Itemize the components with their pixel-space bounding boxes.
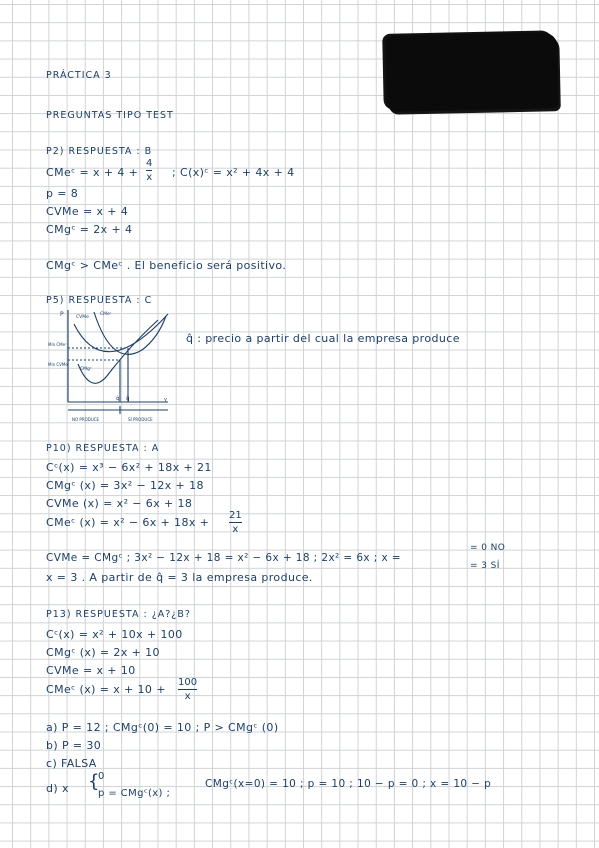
p10-fraction xyxy=(229,510,242,535)
graph-y-axis-label: y xyxy=(164,397,167,403)
graph-cmg-label: CMgᶜ xyxy=(80,367,92,372)
p5-header: P5) RESPUESTA : C xyxy=(46,295,153,306)
p13-fraction-den: x xyxy=(184,691,191,702)
page-subtitle: PREGUNTAS TIPO TEST xyxy=(46,110,174,121)
graph-cme-label: CMeᶜ xyxy=(100,312,112,317)
graph-cvme-label: CVMe xyxy=(76,315,89,320)
p13-answer-d-case1: 0 xyxy=(98,771,105,782)
p10-fraction-num: 21 xyxy=(229,510,242,521)
p10-line6: x = 3 . A partir de q̂ = 3 la empresa produce. xyxy=(46,571,313,584)
p2-line2: p = 8 xyxy=(46,187,79,200)
p2-header: P2) RESPUESTA : B xyxy=(46,146,153,157)
graph-min-cme-label: Mín CMeᶜ xyxy=(48,342,67,347)
p13-answer-b: b) P = 30 xyxy=(46,739,102,752)
p10-line5-option-no: = 0 NO xyxy=(470,543,506,553)
p10-line5-option-si: = 3 SÍ xyxy=(470,561,500,571)
p10-header: P10) RESPUESTA : A xyxy=(46,443,160,454)
p13-answer-d-case2: p = CMgᶜ(x) ; xyxy=(98,788,171,799)
p2-fraction-den: x xyxy=(146,172,153,183)
p2-line3: CVMe = x + 4 xyxy=(46,205,129,218)
p13-line2: CMgᶜ (x) = 2x + 10 xyxy=(46,646,160,659)
p13-line1: Cᶜ(x) = x² + 10x + 100 xyxy=(46,628,183,641)
graph-no-produce-label: NO PRODUCE xyxy=(72,417,100,422)
p5-note: q̂ : precio a partir del cual la empresa produce xyxy=(186,332,460,345)
p2-line1: CMeᶜ = x + 4 + xyxy=(46,166,139,179)
p13-answer-d-rest: CMgᶜ(x=0) = 10 ; p = 10 ; 10 − p = 0 ; x = 10 − p xyxy=(205,778,492,790)
p2-conclusion: CMgᶜ > CMeᶜ . El beneficio será positivo. xyxy=(46,259,287,272)
p10-line3: CVMe (x) = x² − 6x + 18 xyxy=(46,497,193,510)
graph-p-label: P xyxy=(60,311,64,318)
p13-answer-d-prefix: d) x xyxy=(46,782,69,795)
page-title: PRÁCTICA 3 xyxy=(46,70,112,81)
p2-line1b: ; C(x)ᶜ = x² + 4x + 4 xyxy=(172,166,295,179)
redaction-block xyxy=(385,32,559,112)
p13-fraction-num: 100 xyxy=(178,677,198,688)
p13-line3: CVMe = x + 10 xyxy=(46,664,136,677)
p10-line4: CMeᶜ (x) = x² − 6x + 18x + xyxy=(46,516,210,529)
p2-fraction-num: 4 xyxy=(146,158,153,169)
p13-fraction xyxy=(178,677,197,702)
p10-fraction-den: x xyxy=(232,524,239,535)
p13-line4: CMeᶜ (x) = x + 10 + xyxy=(46,683,166,696)
graph-min-cvme-label: Mín CVMe xyxy=(48,362,68,367)
p13-answer-c: c) FALSA xyxy=(46,757,97,770)
p13-answer-a: a) P = 12 ; CMgᶜ(0) = 10 ; P > CMgᶜ (0) xyxy=(46,721,279,734)
p10-line5: CVMe = CMgᶜ ; 3x² − 12x + 18 = x² − 6x + 18 ; 2x² = 6x ; x = xyxy=(46,552,401,564)
p10-line1: Cᶜ(x) = x³ − 6x² + 18x + 21 xyxy=(46,461,212,474)
p13-header: P13) RESPUESTA : ¿A?¿B? xyxy=(46,609,191,620)
brace-icon: { xyxy=(88,771,100,792)
graph-q-tilde-label: q̃ xyxy=(126,396,130,402)
p2-fraction xyxy=(146,158,152,183)
cost-curves-graph xyxy=(46,306,176,428)
p10-line2: CMgᶜ (x) = 3x² − 12x + 18 xyxy=(46,479,204,492)
graph-q-hat-label: q̂ xyxy=(116,396,120,402)
p2-line4: CMgᶜ = 2x + 4 xyxy=(46,223,133,236)
graph-si-produce-label: SÍ PRODUCE xyxy=(128,417,153,422)
